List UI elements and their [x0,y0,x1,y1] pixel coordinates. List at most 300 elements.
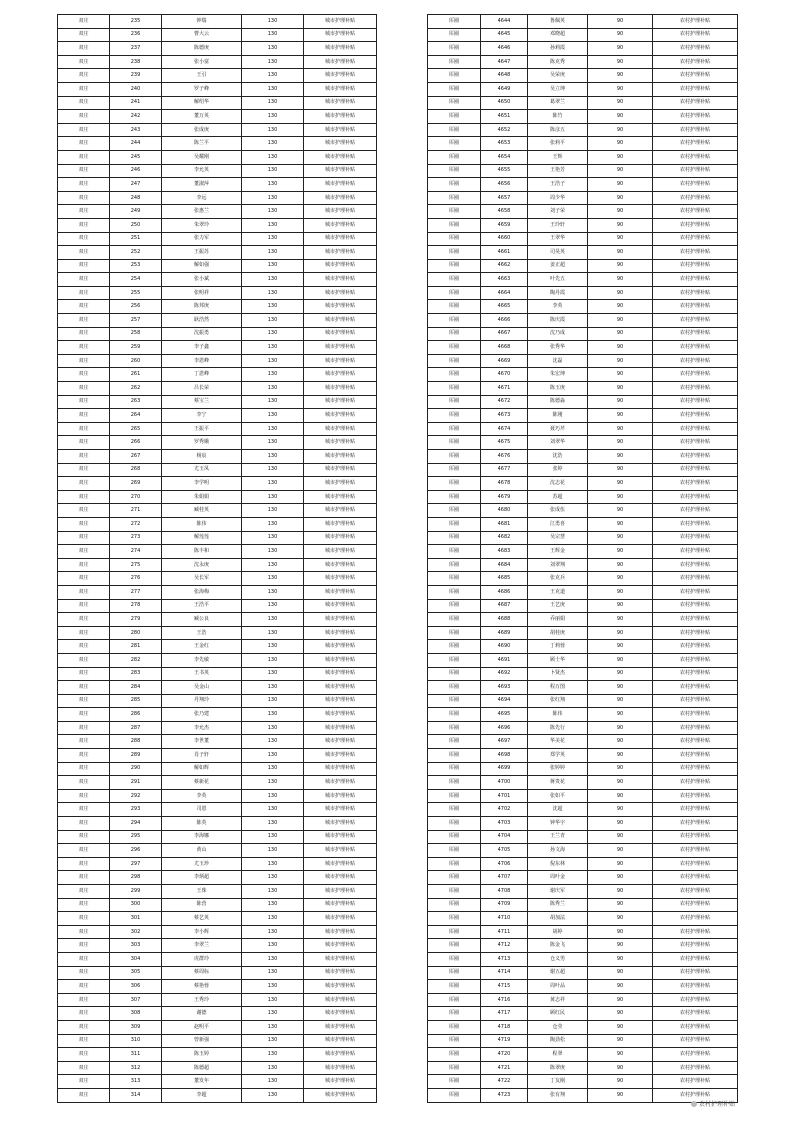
serial-cell: 242 [110,110,162,124]
town-cell: 厍圈 [428,409,481,423]
town-cell: 厍圈 [428,327,481,341]
table-row [428,545,738,559]
category-cell: 农村护理补贴 [653,490,738,504]
category-cell: 城市护理补贴 [304,708,377,722]
category-cell: 农村护理补贴 [653,450,738,464]
town-cell: 双庄 [58,1088,110,1102]
town-cell: 双庄 [58,273,110,287]
category-cell: 城市护理补贴 [304,218,377,232]
table-row [58,1034,377,1048]
table-row [58,246,377,260]
name-cell: 司恩 [162,803,242,817]
category-cell: 城市护理补贴 [304,830,377,844]
serial-cell: 270 [110,490,162,504]
category-cell: 农村护理补贴 [653,762,738,776]
table-row [428,246,738,260]
category-cell: 农村护理补贴 [653,436,738,450]
town-cell: 双庄 [58,545,110,559]
category-cell: 农村护理补贴 [653,640,738,654]
serial-cell: 4686 [481,585,528,599]
serial-cell: 296 [110,844,162,858]
town-cell: 厍圈 [428,653,481,667]
left-subsidy-table [57,14,377,1103]
category-cell: 城市护理补贴 [304,1007,377,1021]
serial-cell: 264 [110,409,162,423]
amount-cell: 90 [588,721,653,735]
category-cell: 城市护理补贴 [304,1048,377,1062]
serial-cell: 4665 [481,300,528,314]
serial-cell: 254 [110,273,162,287]
table-row [428,368,738,382]
category-cell: 农村护理补贴 [653,42,738,56]
amount-cell: 130 [242,246,304,260]
amount-cell: 90 [588,925,653,939]
amount-cell: 130 [242,952,304,966]
category-cell: 农村护理补贴 [653,205,738,219]
town-cell: 双庄 [58,341,110,355]
amount-cell: 90 [588,246,653,260]
town-cell: 厍圈 [428,585,481,599]
table-row [58,42,377,56]
serial-cell: 4651 [481,110,528,124]
amount-cell: 90 [588,653,653,667]
name-cell: 王翠华 [528,232,588,246]
table-row [428,572,738,586]
town-cell: 双庄 [58,82,110,96]
name-cell: 李学明 [162,477,242,491]
name-cell: 吴宗慧 [528,531,588,545]
town-cell: 厍圈 [428,55,481,69]
name-cell: 沈乃成 [528,327,588,341]
amount-cell: 90 [588,354,653,368]
table-row [428,803,738,817]
serial-cell: 4694 [481,694,528,708]
category-cell: 农村护理补贴 [653,477,738,491]
name-cell: 乔丽娟 [528,613,588,627]
town-cell: 厍圈 [428,803,481,817]
amount-cell: 90 [588,803,653,817]
table-row [428,123,738,137]
town-cell: 厍圈 [428,694,481,708]
name-cell: 陶丹霞 [528,286,588,300]
town-cell: 双庄 [58,137,110,151]
table-row [58,327,377,341]
table-row [58,368,377,382]
left-table-body [58,15,377,1103]
category-cell: 城市护理补贴 [304,1034,377,1048]
amount-cell: 130 [242,15,304,29]
amount-cell: 90 [588,28,653,42]
amount-cell: 130 [242,871,304,885]
name-cell: 丁友刚 [528,1075,588,1089]
serial-cell: 4652 [481,123,528,137]
table-row [58,436,377,450]
table-row [428,531,738,545]
table-row [428,776,738,790]
amount-cell: 90 [588,531,653,545]
town-cell: 双庄 [58,191,110,205]
category-cell: 城市护理补贴 [304,1020,377,1034]
town-cell: 双庄 [58,1007,110,1021]
name-cell: 陈伟 [528,708,588,722]
amount-cell: 130 [242,1007,304,1021]
name-cell: 华美花 [528,735,588,749]
category-cell: 农村护理补贴 [653,150,738,164]
name-cell: 罗子峰 [162,82,242,96]
table-row [428,1007,738,1021]
table-row [428,640,738,654]
category-cell: 城市护理补贴 [304,572,377,586]
category-cell: 农村护理补贴 [653,830,738,844]
category-cell: 农村护理补贴 [653,545,738,559]
category-cell: 农村护理补贴 [653,368,738,382]
amount-cell: 130 [242,912,304,926]
town-cell: 厍圈 [428,123,481,137]
serial-cell: 4691 [481,653,528,667]
category-cell: 农村护理补贴 [653,980,738,994]
category-cell: 农村护理补贴 [653,300,738,314]
town-cell: 厍圈 [428,1088,481,1102]
category-cell: 农村护理补贴 [653,395,738,409]
category-cell: 农村护理补贴 [653,354,738,368]
category-cell: 城市护理补贴 [304,463,377,477]
name-cell: 仓义男 [528,952,588,966]
amount-cell: 90 [588,912,653,926]
amount-cell: 130 [242,341,304,355]
amount-cell: 90 [588,327,653,341]
serial-cell: 248 [110,191,162,205]
category-cell: 城市护理补贴 [304,368,377,382]
table-row [58,925,377,939]
serial-cell: 267 [110,450,162,464]
town-cell: 双庄 [58,1061,110,1075]
category-cell: 城市护理补贴 [304,993,377,1007]
town-cell: 厍圈 [428,463,481,477]
amount-cell: 130 [242,354,304,368]
name-cell: 叶先五 [528,273,588,287]
name-cell: 解绍华 [162,96,242,110]
town-cell: 双庄 [58,55,110,69]
serial-cell: 4669 [481,354,528,368]
amount-cell: 130 [242,844,304,858]
name-cell: 李炳超 [162,871,242,885]
amount-cell: 130 [242,626,304,640]
town-cell: 厍圈 [428,82,481,96]
town-cell: 双庄 [58,1034,110,1048]
name-cell: 吴长军 [162,572,242,586]
name-cell: 李允英 [162,164,242,178]
name-cell: 王珠 [162,885,242,899]
name-cell: 尤玉凤 [162,463,242,477]
town-cell: 厍圈 [428,572,481,586]
town-cell: 厍圈 [428,314,481,328]
table-row [58,300,377,314]
amount-cell: 130 [242,463,304,477]
amount-cell: 130 [242,1088,304,1102]
town-cell: 厍圈 [428,613,481,627]
name-cell: 陈邦庚 [162,300,242,314]
amount-cell: 130 [242,300,304,314]
category-cell: 农村护理补贴 [653,178,738,192]
amount-cell: 90 [588,42,653,56]
town-cell: 双庄 [58,314,110,328]
town-cell: 厍圈 [428,110,481,124]
serial-cell: 275 [110,558,162,572]
table-row [58,490,377,504]
town-cell: 双庄 [58,585,110,599]
name-cell: 李先敏 [162,653,242,667]
serial-cell: 294 [110,817,162,831]
serial-cell: 4690 [481,640,528,654]
table-row [58,735,377,749]
serial-cell: 272 [110,517,162,531]
category-cell: 城市护理补贴 [304,327,377,341]
amount-cell: 90 [588,286,653,300]
category-cell: 城市护理补贴 [304,150,377,164]
amount-cell: 130 [242,28,304,42]
table-row [58,640,377,654]
amount-cell: 130 [242,694,304,708]
name-cell: 胡加法 [528,912,588,926]
amount-cell: 90 [588,857,653,871]
serial-cell: 236 [110,28,162,42]
name-cell: 葛翠兰 [528,96,588,110]
name-cell: 李宁 [162,409,242,423]
name-cell: 李海娜 [162,830,242,844]
category-cell: 城市护理补贴 [304,232,377,246]
serial-cell: 4712 [481,939,528,953]
name-cell: 李远 [162,191,242,205]
category-cell: 城市护理补贴 [304,490,377,504]
name-cell: 张如平 [528,789,588,803]
table-row [58,395,377,409]
town-cell: 厍圈 [428,477,481,491]
category-cell: 农村护理补贴 [653,789,738,803]
name-cell: 张海梅 [162,585,242,599]
town-cell: 双庄 [58,572,110,586]
category-cell: 农村护理补贴 [653,273,738,287]
category-cell: 城市护理补贴 [304,558,377,572]
category-cell: 城市护理补贴 [304,69,377,83]
town-cell: 厍圈 [428,762,481,776]
town-cell: 双庄 [58,178,110,192]
amount-cell: 130 [242,721,304,735]
table-row [58,1007,377,1021]
town-cell: 双庄 [58,599,110,613]
table-row [428,613,738,627]
table-row [58,354,377,368]
category-cell: 农村护理补贴 [653,218,738,232]
table-row [58,178,377,192]
table-row [428,164,738,178]
watermark-logo-icon [691,1101,697,1107]
table-row [428,42,738,56]
serial-cell: 268 [110,463,162,477]
amount-cell: 90 [588,273,653,287]
table-row [58,749,377,763]
table-row [428,354,738,368]
category-cell: 农村护理补贴 [653,82,738,96]
name-cell: 程万图 [528,681,588,695]
category-cell: 农村护理补贴 [653,96,738,110]
amount-cell: 130 [242,653,304,667]
town-cell: 双庄 [58,517,110,531]
serial-cell: 269 [110,477,162,491]
name-cell: 陶劲松 [528,1034,588,1048]
serial-cell: 277 [110,585,162,599]
serial-cell: 247 [110,178,162,192]
town-cell: 双庄 [58,96,110,110]
table-row [58,885,377,899]
name-cell: 肖子轩 [162,749,242,763]
name-cell: 李小辉 [162,925,242,939]
category-cell: 农村护理补贴 [653,246,738,260]
town-cell: 厍圈 [428,545,481,559]
name-cell: 王辉 [528,150,588,164]
serial-cell: 4659 [481,218,528,232]
name-cell: 孙文海 [528,844,588,858]
amount-cell: 90 [588,450,653,464]
amount-cell: 130 [242,545,304,559]
category-cell: 农村护理补贴 [653,110,738,124]
serial-cell: 265 [110,422,162,436]
table-row [428,885,738,899]
table-row [58,286,377,300]
name-cell: 周叶金 [528,871,588,885]
serial-cell: 4649 [481,82,528,96]
category-cell: 城市护理补贴 [304,585,377,599]
serial-cell: 4680 [481,504,528,518]
serial-cell: 4663 [481,273,528,287]
amount-cell: 130 [242,395,304,409]
name-cell: 陈丰和 [162,545,242,559]
town-cell: 厍圈 [428,178,481,192]
category-cell: 农村护理补贴 [653,1048,738,1062]
table-row [428,463,738,477]
town-cell: 双庄 [58,450,110,464]
category-cell: 农村护理补贴 [653,817,738,831]
town-cell: 双庄 [58,218,110,232]
name-cell: 陈伟 [162,517,242,531]
category-cell: 农村护理补贴 [653,28,738,42]
table-row [428,721,738,735]
town-cell: 双庄 [58,640,110,654]
table-row [58,708,377,722]
table-row [58,531,377,545]
category-cell: 农村护理补贴 [653,898,738,912]
table-row [58,817,377,831]
name-cell: 丁恩峰 [162,368,242,382]
category-cell: 城市护理补贴 [304,450,377,464]
category-cell: 农村护理补贴 [653,422,738,436]
amount-cell: 90 [588,694,653,708]
town-cell: 厍圈 [428,273,481,287]
town-cell: 厍圈 [428,1075,481,1089]
town-cell: 厍圈 [428,232,481,246]
town-cell: 双庄 [58,762,110,776]
table-row [58,993,377,1007]
name-cell: 蔡周标 [162,966,242,980]
name-cell: 吴金山 [162,681,242,695]
town-cell: 双庄 [58,993,110,1007]
name-cell: 陈克秀 [528,55,588,69]
table-row [428,409,738,423]
table-row [58,789,377,803]
name-cell: 蔡宝兰 [162,395,242,409]
table-row [428,708,738,722]
category-cell: 城市护理补贴 [304,205,377,219]
town-cell: 厍圈 [428,735,481,749]
name-cell: 黄山 [162,844,242,858]
amount-cell: 90 [588,205,653,219]
table-row [428,762,738,776]
table-row [428,286,738,300]
category-cell: 城市护理补贴 [304,314,377,328]
town-cell: 厍圈 [428,218,481,232]
amount-cell: 90 [588,776,653,790]
amount-cell: 130 [242,762,304,776]
amount-cell: 90 [588,599,653,613]
category-cell: 城市护理补贴 [304,504,377,518]
name-cell: 张红翔 [528,694,588,708]
name-cell: 杨宸 [162,450,242,464]
name-cell: 沈磊 [528,354,588,368]
category-cell: 农村护理补贴 [653,912,738,926]
table-row [58,517,377,531]
amount-cell: 130 [242,789,304,803]
name-cell: 张惠兰 [162,205,242,219]
serial-cell: 4644 [481,15,528,29]
category-cell: 城市护理补贴 [304,789,377,803]
category-cell: 农村护理补贴 [653,409,738,423]
table-row [428,422,738,436]
category-cell: 农村护理补贴 [653,1088,738,1102]
category-cell: 农村护理补贴 [653,626,738,640]
town-cell: 厍圈 [428,817,481,831]
town-cell: 厍圈 [428,681,481,695]
amount-cell: 90 [588,545,653,559]
serial-cell: 260 [110,354,162,368]
name-cell: 陈彦五 [528,123,588,137]
amount-cell: 90 [588,993,653,1007]
name-cell: 顾士华 [528,653,588,667]
name-cell: 王振平 [162,422,242,436]
table-row [58,694,377,708]
amount-cell: 130 [242,517,304,531]
name-cell: 董发年 [162,1075,242,1089]
category-cell: 城市护理补贴 [304,395,377,409]
category-cell: 城市护理补贴 [304,871,377,885]
amount-cell: 90 [588,150,653,164]
serial-cell: 246 [110,164,162,178]
category-cell: 城市护理补贴 [304,191,377,205]
table-row [428,871,738,885]
amount-cell: 90 [588,1048,653,1062]
category-cell: 城市护理补贴 [304,28,377,42]
name-cell: 张乃建 [162,708,242,722]
amount-cell: 90 [588,640,653,654]
town-cell: 双庄 [58,382,110,396]
category-cell: 城市护理补贴 [304,273,377,287]
town-cell: 厍圈 [428,490,481,504]
town-cell: 双庄 [58,286,110,300]
table-row [428,966,738,980]
serial-cell: 313 [110,1075,162,1089]
name-cell: 陈德超 [162,1061,242,1075]
table-row [58,776,377,790]
serial-cell: 238 [110,55,162,69]
town-cell: 双庄 [58,463,110,477]
